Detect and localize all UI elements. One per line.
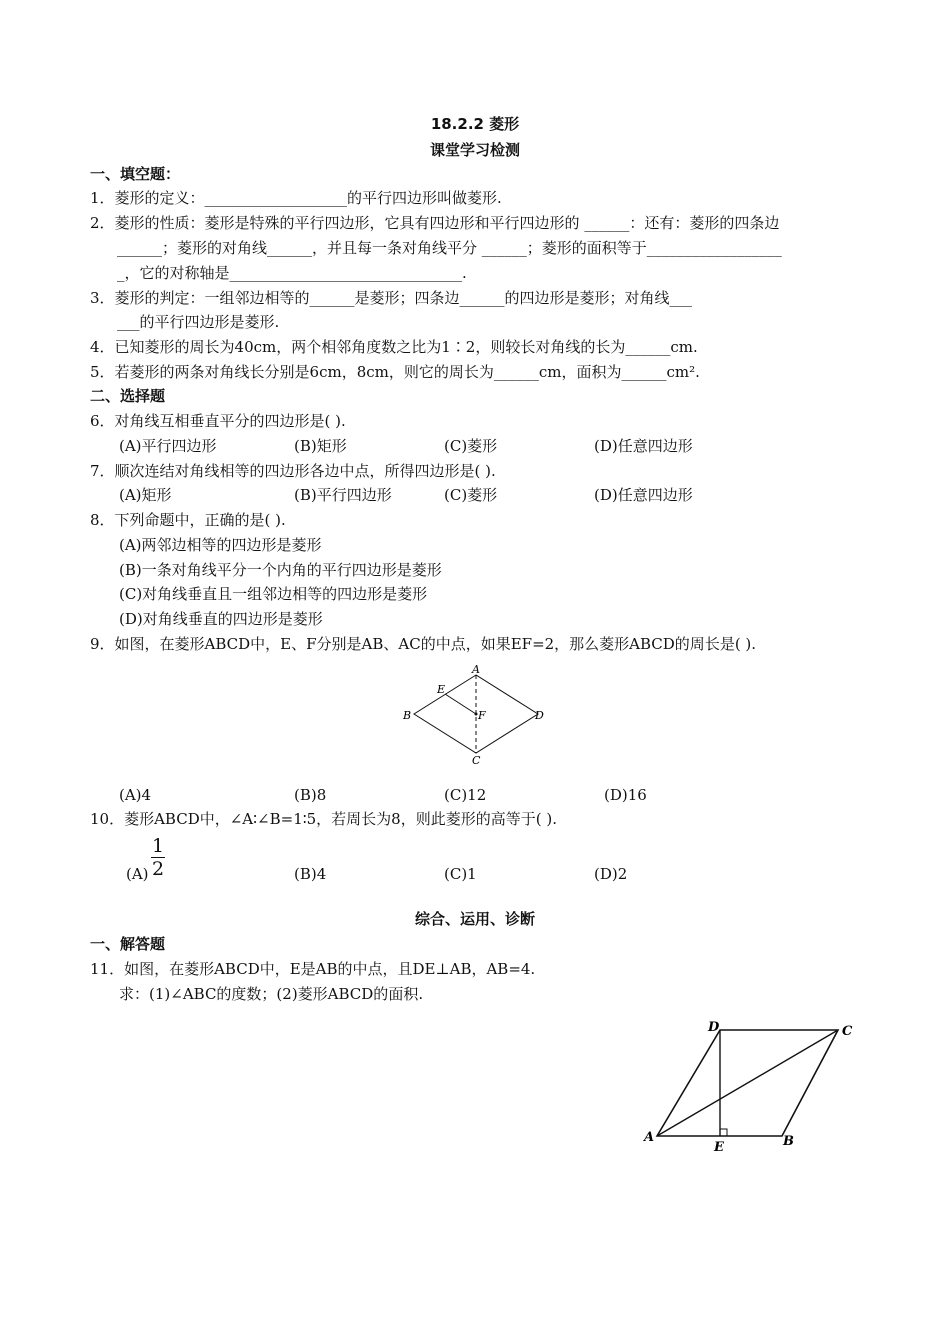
- q10-fraction-denominator: 2: [151, 858, 165, 880]
- q7-option-b: (B)平行四边形: [294, 486, 392, 504]
- question-3-line-2: ___的平行四边形是菱形.: [117, 313, 280, 331]
- label-f: F: [478, 709, 486, 722]
- label-a: A: [472, 663, 480, 676]
- label-a: A: [644, 1130, 655, 1145]
- question-8: 8．下列命题中，正确的是( ).: [90, 511, 286, 529]
- question-11-line-2: 求：(1)∠ABC的度数；(2)菱形ABCD的面积.: [119, 985, 424, 1003]
- rhombus-figure-q11: [640, 1015, 865, 1155]
- q8-option-a: (A)两邻边相等的四边形是菱形: [119, 536, 322, 554]
- label-e: E: [437, 683, 446, 696]
- q8-option-d: (D)对角线垂直的四边形是菱形: [119, 610, 323, 628]
- q9-option-d: (D)16: [604, 786, 647, 804]
- q10-option-d: (D)2: [594, 865, 628, 883]
- section-fill-in: 一、填空题：: [90, 165, 181, 183]
- label-e: E: [714, 1140, 724, 1155]
- q10-option-c: (C)1: [444, 865, 477, 883]
- question-2-line-2: ______；菱形的对角线______，并且每一条对角线平分 ______；菱形的面积等于__________________: [117, 239, 782, 257]
- q8-option-c: (C)对角线垂直且一组邻边相等的四边形是菱形: [119, 585, 428, 603]
- q10-option-a-prefix: (A): [126, 865, 149, 883]
- q7-option-a: (A)矩形: [119, 486, 172, 504]
- question-10: 10．菱形ABCD中，∠A∶∠B=1∶5，若周长为8，则此菱形的高等于( ).: [90, 810, 557, 828]
- q10-fraction-numerator: 1: [151, 835, 165, 857]
- question-9: 9．如图，在菱形ABCD中，E、F分别是AB、AC的中点，如果EF=2，那么菱形ABCD的周长是( ).: [90, 635, 757, 653]
- q10-option-b: (B)4: [294, 865, 327, 883]
- page-title: 18.2.2 菱形: [430, 115, 520, 133]
- question-6: 6．对角线互相垂直平分的四边形是( ).: [90, 412, 346, 430]
- question-7: 7．顺次连结对角线相等的四边形各边中点，所得四边形是( ).: [90, 462, 496, 480]
- question-4: 4．已知菱形的周长为40cm，两个相邻角度数之比为1∶2，则较长对角线的长为______cm.: [90, 338, 698, 356]
- q8-option-b: (B)一条对角线平分一个内角的平行四边形是菱形: [119, 561, 442, 579]
- section-title-comprehensive: 综合、运用、诊断: [414, 910, 535, 928]
- question-2-line-1: 2．菱形的性质：菱形是特殊的平行四边形，它具有四边形和平行四边形的 ______：还有：菱形的四条边: [90, 214, 780, 232]
- rhombus-figure-q9: [395, 662, 560, 767]
- q6-option-c: (C)菱形: [444, 437, 498, 455]
- question-3-line-1: 3．菱形的判定：一组邻边相等的______是菱形；四条边______的四边形是菱形；对角线___: [90, 289, 693, 307]
- label-b: B: [783, 1134, 794, 1149]
- label-c: C: [472, 754, 481, 767]
- section-solve: 一、解答题: [90, 935, 166, 953]
- question-2-line-3: _，它的对称轴是_______________________________.: [117, 264, 467, 282]
- label-b: B: [403, 709, 412, 722]
- right-angle-mark: [720, 1129, 727, 1136]
- segment-ef: [445, 694, 476, 714]
- q9-option-b: (B)8: [294, 786, 327, 804]
- q9-option-a: (A)4: [119, 786, 152, 804]
- section-multiple-choice: 二、选择题: [90, 387, 166, 405]
- label-d: D: [708, 1020, 720, 1035]
- question-1: 1．菱形的定义：___________________的平行四边形叫做菱形.: [90, 189, 502, 207]
- q6-option-a: (A)平行四边形: [119, 437, 217, 455]
- label-c: C: [842, 1024, 853, 1039]
- page-subtitle: 课堂学习检测: [429, 141, 520, 159]
- q6-option-d: (D)任意四边形: [594, 437, 693, 455]
- question-11-line-1: 11．如图，在菱形ABCD中，E是AB的中点，且DE⊥AB，AB=4.: [90, 960, 536, 978]
- q9-option-c: (C)12: [444, 786, 487, 804]
- q6-option-b: (B)矩形: [294, 437, 347, 455]
- question-5: 5．若菱形的两条对角线长分别是6cm，8cm，则它的周长为______cm，面积为______cm².: [90, 363, 700, 381]
- q7-option-d: (D)任意四边形: [594, 486, 693, 504]
- label-d: D: [535, 709, 544, 722]
- q7-option-c: (C)菱形: [444, 486, 498, 504]
